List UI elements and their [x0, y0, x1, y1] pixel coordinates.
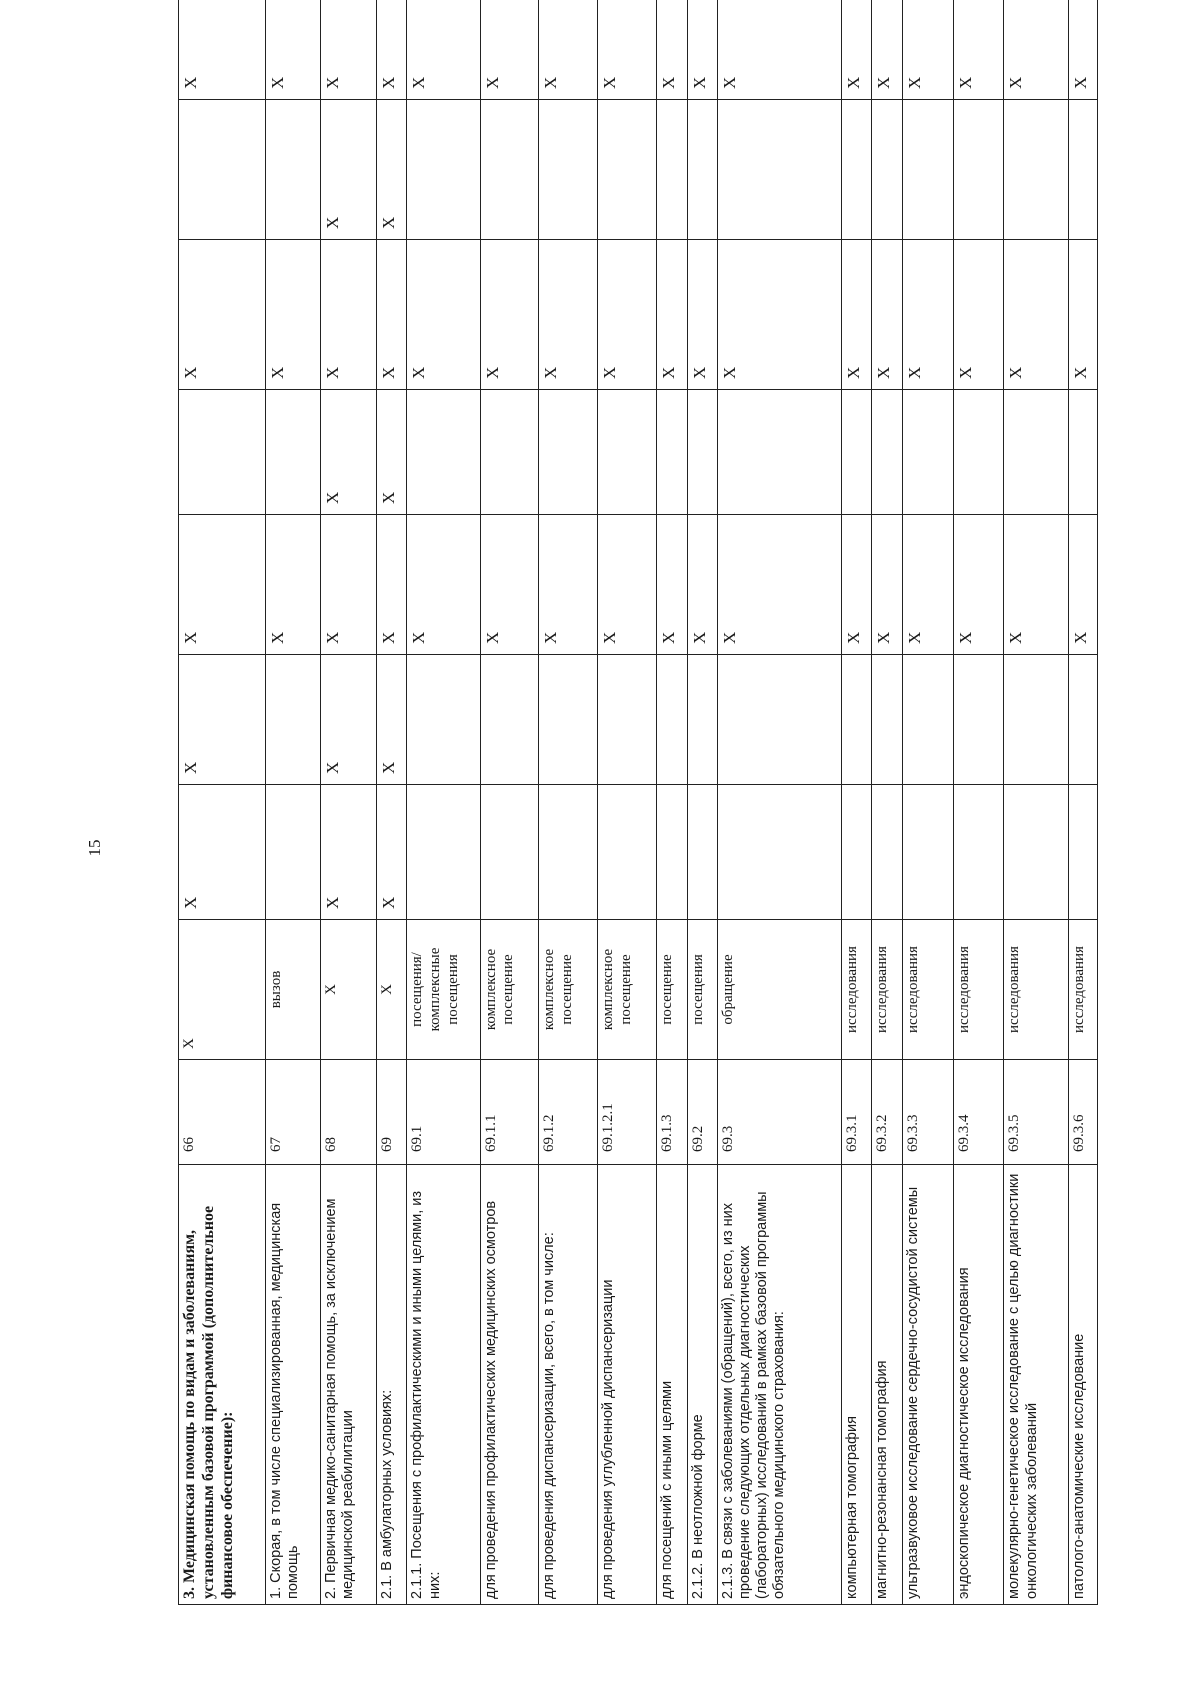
row-unit: посещение [657, 920, 687, 1060]
col-5-mark: X [687, 240, 717, 390]
col-4-mark [1004, 390, 1069, 515]
col-7-mark: X [539, 0, 598, 100]
col-1-mark [902, 785, 953, 920]
col-3-mark: X [480, 515, 539, 655]
col-6-mark [1004, 100, 1069, 240]
col-7-mark: X [598, 0, 657, 100]
row-unit: исследования [902, 920, 953, 1060]
row-code: 67 [266, 1060, 321, 1165]
table-row [842, 0, 872, 1605]
row-unit: комплексное посещение [480, 920, 539, 1060]
col-3-mark: X [657, 515, 687, 655]
col-7-mark: X [657, 0, 687, 100]
col-4-mark [718, 390, 842, 515]
col-4-mark: X [377, 390, 407, 515]
col-2-mark [1004, 655, 1069, 785]
row-unit: обращение [718, 920, 842, 1060]
col-1-mark [1004, 785, 1069, 920]
col-7-mark: X [321, 0, 377, 100]
col-5-mark: X [266, 240, 321, 390]
col-1-mark [266, 785, 321, 920]
col-3-mark: X [1069, 515, 1098, 655]
col-5-mark: X [902, 240, 953, 390]
row-unit: посещения/ комплексные посещения [407, 920, 480, 1060]
col-2-mark: X [179, 655, 266, 785]
row-name: для проведения углубленной диспансеризации [598, 1165, 657, 1605]
col-3-mark: X [1004, 515, 1069, 655]
financing-table [178, 0, 1098, 1605]
col-7-mark: X [902, 0, 953, 100]
col-2-mark [407, 655, 480, 785]
row-code: 69 [377, 1060, 407, 1165]
col-4-mark [539, 390, 598, 515]
col-7-mark: X [1004, 0, 1069, 100]
col-7-mark: X [842, 0, 872, 100]
col-7-mark: X [407, 0, 480, 100]
col-6-mark [1069, 100, 1098, 240]
row-code: 69.1.3 [657, 1060, 687, 1165]
row-code: 69.1.2 [539, 1060, 598, 1165]
row-unit: X [321, 920, 377, 1060]
table-row [407, 0, 480, 1605]
col-4-mark [657, 390, 687, 515]
col-5-mark: X [480, 240, 539, 390]
col-5-mark: X [657, 240, 687, 390]
col-1-mark: X [377, 785, 407, 920]
row-name: для проведения диспансеризации, всего, в том числе: [539, 1165, 598, 1605]
col-5-mark: X [377, 240, 407, 390]
col-4-mark [598, 390, 657, 515]
table-row [1004, 0, 1069, 1605]
col-6-mark [687, 100, 717, 240]
row-unit: комплексное посещение [598, 920, 657, 1060]
row-code: 69.3.2 [872, 1060, 902, 1165]
row-unit: X [179, 920, 266, 1060]
row-code: 69.3.3 [902, 1060, 953, 1165]
row-unit: X [377, 920, 407, 1060]
col-1-mark [407, 785, 480, 920]
col-2-mark [902, 655, 953, 785]
row-code: 69.2 [687, 1060, 717, 1165]
col-6-mark [266, 100, 321, 240]
col-1-mark [953, 785, 1004, 920]
col-7-mark: X [179, 0, 266, 100]
table-row [718, 0, 842, 1605]
col-3-mark: X [321, 515, 377, 655]
row-code: 69.3.4 [953, 1060, 1004, 1165]
col-7-mark: X [480, 0, 539, 100]
row-code: 69.3.5 [1004, 1060, 1069, 1165]
row-name: для проведения профилактических медицинских осмотров [480, 1165, 539, 1605]
col-4-mark [842, 390, 872, 515]
table-row [539, 0, 598, 1605]
row-name: компьютерная томография [842, 1165, 872, 1605]
col-1-mark [687, 785, 717, 920]
col-5-mark: X [842, 240, 872, 390]
col-6-mark [480, 100, 539, 240]
row-name: магнитно-резонансная томография [872, 1165, 902, 1605]
table-row [321, 0, 377, 1605]
col-2-mark [872, 655, 902, 785]
col-6-mark [842, 100, 872, 240]
col-6-mark [902, 100, 953, 240]
row-name: ультразвуковое исследование сердечно-сосудистой системы [902, 1165, 953, 1605]
table-row [1069, 0, 1098, 1605]
row-code: 68 [321, 1060, 377, 1165]
col-2-mark: X [321, 655, 377, 785]
col-5-mark: X [598, 240, 657, 390]
col-6-mark [539, 100, 598, 240]
col-2-mark: X [377, 655, 407, 785]
col-1-mark: X [179, 785, 266, 920]
col-6-mark [718, 100, 842, 240]
col-1-mark [539, 785, 598, 920]
row-name: 2.1.2. В неотложной форме [687, 1165, 717, 1605]
col-2-mark [480, 655, 539, 785]
row-name: 2. Первичная медико-санитарная помощь, за исключением медицинской реабилитации [321, 1165, 377, 1605]
row-name: патолого-анатомические исследование [1069, 1165, 1098, 1605]
col-4-mark [953, 390, 1004, 515]
col-5-mark: X [539, 240, 598, 390]
col-6-mark [657, 100, 687, 240]
col-3-mark: X [377, 515, 407, 655]
col-2-mark [598, 655, 657, 785]
col-2-mark [953, 655, 1004, 785]
table-row [902, 0, 953, 1605]
row-code: 69.3 [718, 1060, 842, 1165]
col-7-mark: X [872, 0, 902, 100]
col-3-mark: X [953, 515, 1004, 655]
table-row [377, 0, 407, 1605]
col-2-mark [687, 655, 717, 785]
col-1-mark [657, 785, 687, 920]
col-6-mark [179, 100, 266, 240]
col-1-mark [480, 785, 539, 920]
col-5-mark: X [1004, 240, 1069, 390]
col-7-mark: X [718, 0, 842, 100]
col-3-mark: X [718, 515, 842, 655]
table-body [179, 0, 1098, 1605]
row-unit: исследования [872, 920, 902, 1060]
row-code: 69.3.6 [1069, 1060, 1098, 1165]
col-3-mark: X [902, 515, 953, 655]
col-2-mark [718, 655, 842, 785]
row-name: 2.1.1. Посещения с профилактическими и иными целями, из них: [407, 1165, 480, 1605]
row-name: молекулярно-генетическое исследование с целью диагностики онкологических заболеваний [1004, 1165, 1069, 1605]
col-4-mark [266, 390, 321, 515]
col-2-mark [539, 655, 598, 785]
col-1-mark [872, 785, 902, 920]
col-1-mark [598, 785, 657, 920]
col-4-mark [872, 390, 902, 515]
col-7-mark: X [1069, 0, 1098, 100]
col-3-mark: X [687, 515, 717, 655]
col-3-mark: X [539, 515, 598, 655]
col-3-mark: X [842, 515, 872, 655]
rotated-table-wrapper [178, 76, 1098, 1605]
table-row [266, 0, 321, 1605]
col-7-mark: X [266, 0, 321, 100]
col-5-mark: X [718, 240, 842, 390]
col-2-mark [657, 655, 687, 785]
col-4-mark: X [321, 390, 377, 515]
row-code: 69.1 [407, 1060, 480, 1165]
row-unit: исследования [1004, 920, 1069, 1060]
col-1-mark [1069, 785, 1098, 920]
row-name: 1. Скорая, в том числе специализированная, медицинская помощь [266, 1165, 321, 1605]
col-6-mark: X [377, 100, 407, 240]
row-name: для посещений с иными целями [657, 1165, 687, 1605]
col-3-mark: X [266, 515, 321, 655]
col-4-mark [687, 390, 717, 515]
table-row [872, 0, 902, 1605]
col-5-mark: X [872, 240, 902, 390]
col-3-mark: X [179, 515, 266, 655]
col-4-mark [179, 390, 266, 515]
col-6-mark [953, 100, 1004, 240]
col-3-mark: X [598, 515, 657, 655]
row-unit: вызов [266, 920, 321, 1060]
col-7-mark: X [377, 0, 407, 100]
col-1-mark [842, 785, 872, 920]
table-row [687, 0, 717, 1605]
row-code: 66 [179, 1060, 266, 1165]
row-code: 69.3.1 [842, 1060, 872, 1165]
row-code: 69.1.1 [480, 1060, 539, 1165]
col-2-mark [842, 655, 872, 785]
col-1-mark: X [321, 785, 377, 920]
table-row [480, 0, 539, 1605]
col-5-mark: X [321, 240, 377, 390]
col-5-mark: X [407, 240, 480, 390]
row-unit: исследования [1069, 920, 1098, 1060]
table-row [657, 0, 687, 1605]
col-2-mark [1069, 655, 1098, 785]
col-1-mark [718, 785, 842, 920]
col-7-mark: X [953, 0, 1004, 100]
table-row [953, 0, 1004, 1605]
page-number: 15 [85, 839, 104, 857]
row-unit: посещения [687, 920, 717, 1060]
row-name: эндоскопическое диагностическое исследования [953, 1165, 1004, 1605]
col-3-mark: X [872, 515, 902, 655]
row-code: 69.1.2.1 [598, 1060, 657, 1165]
row-name: 3. Медицинская помощь по видам и заболеваниям, установленным базовой программой (дополнительное финансовое обеспечение): [179, 1165, 266, 1605]
col-6-mark: X [321, 100, 377, 240]
col-4-mark [407, 390, 480, 515]
col-5-mark: X [1069, 240, 1098, 390]
col-2-mark [266, 655, 321, 785]
table-row [598, 0, 657, 1605]
section-header-row [179, 0, 266, 1605]
row-unit: исследования [953, 920, 1004, 1060]
col-6-mark [872, 100, 902, 240]
col-4-mark [480, 390, 539, 515]
col-5-mark: X [179, 240, 266, 390]
col-5-mark: X [953, 240, 1004, 390]
col-6-mark [598, 100, 657, 240]
col-4-mark [1069, 390, 1098, 515]
row-unit: комплексное посещение [539, 920, 598, 1060]
col-7-mark: X [687, 0, 717, 100]
row-unit: исследования [842, 920, 872, 1060]
col-4-mark [902, 390, 953, 515]
col-3-mark: X [407, 515, 480, 655]
row-name: 2.1.3. В связи с заболеваниями (обращений), всего, из них проведение следующих отдельных диагностических (лабораторных) исследований в рамках базовой программы обязательного медицинского страхования: [718, 1165, 842, 1605]
row-name: 2.1. В амбулаторных условиях: [377, 1165, 407, 1605]
col-6-mark [407, 100, 480, 240]
